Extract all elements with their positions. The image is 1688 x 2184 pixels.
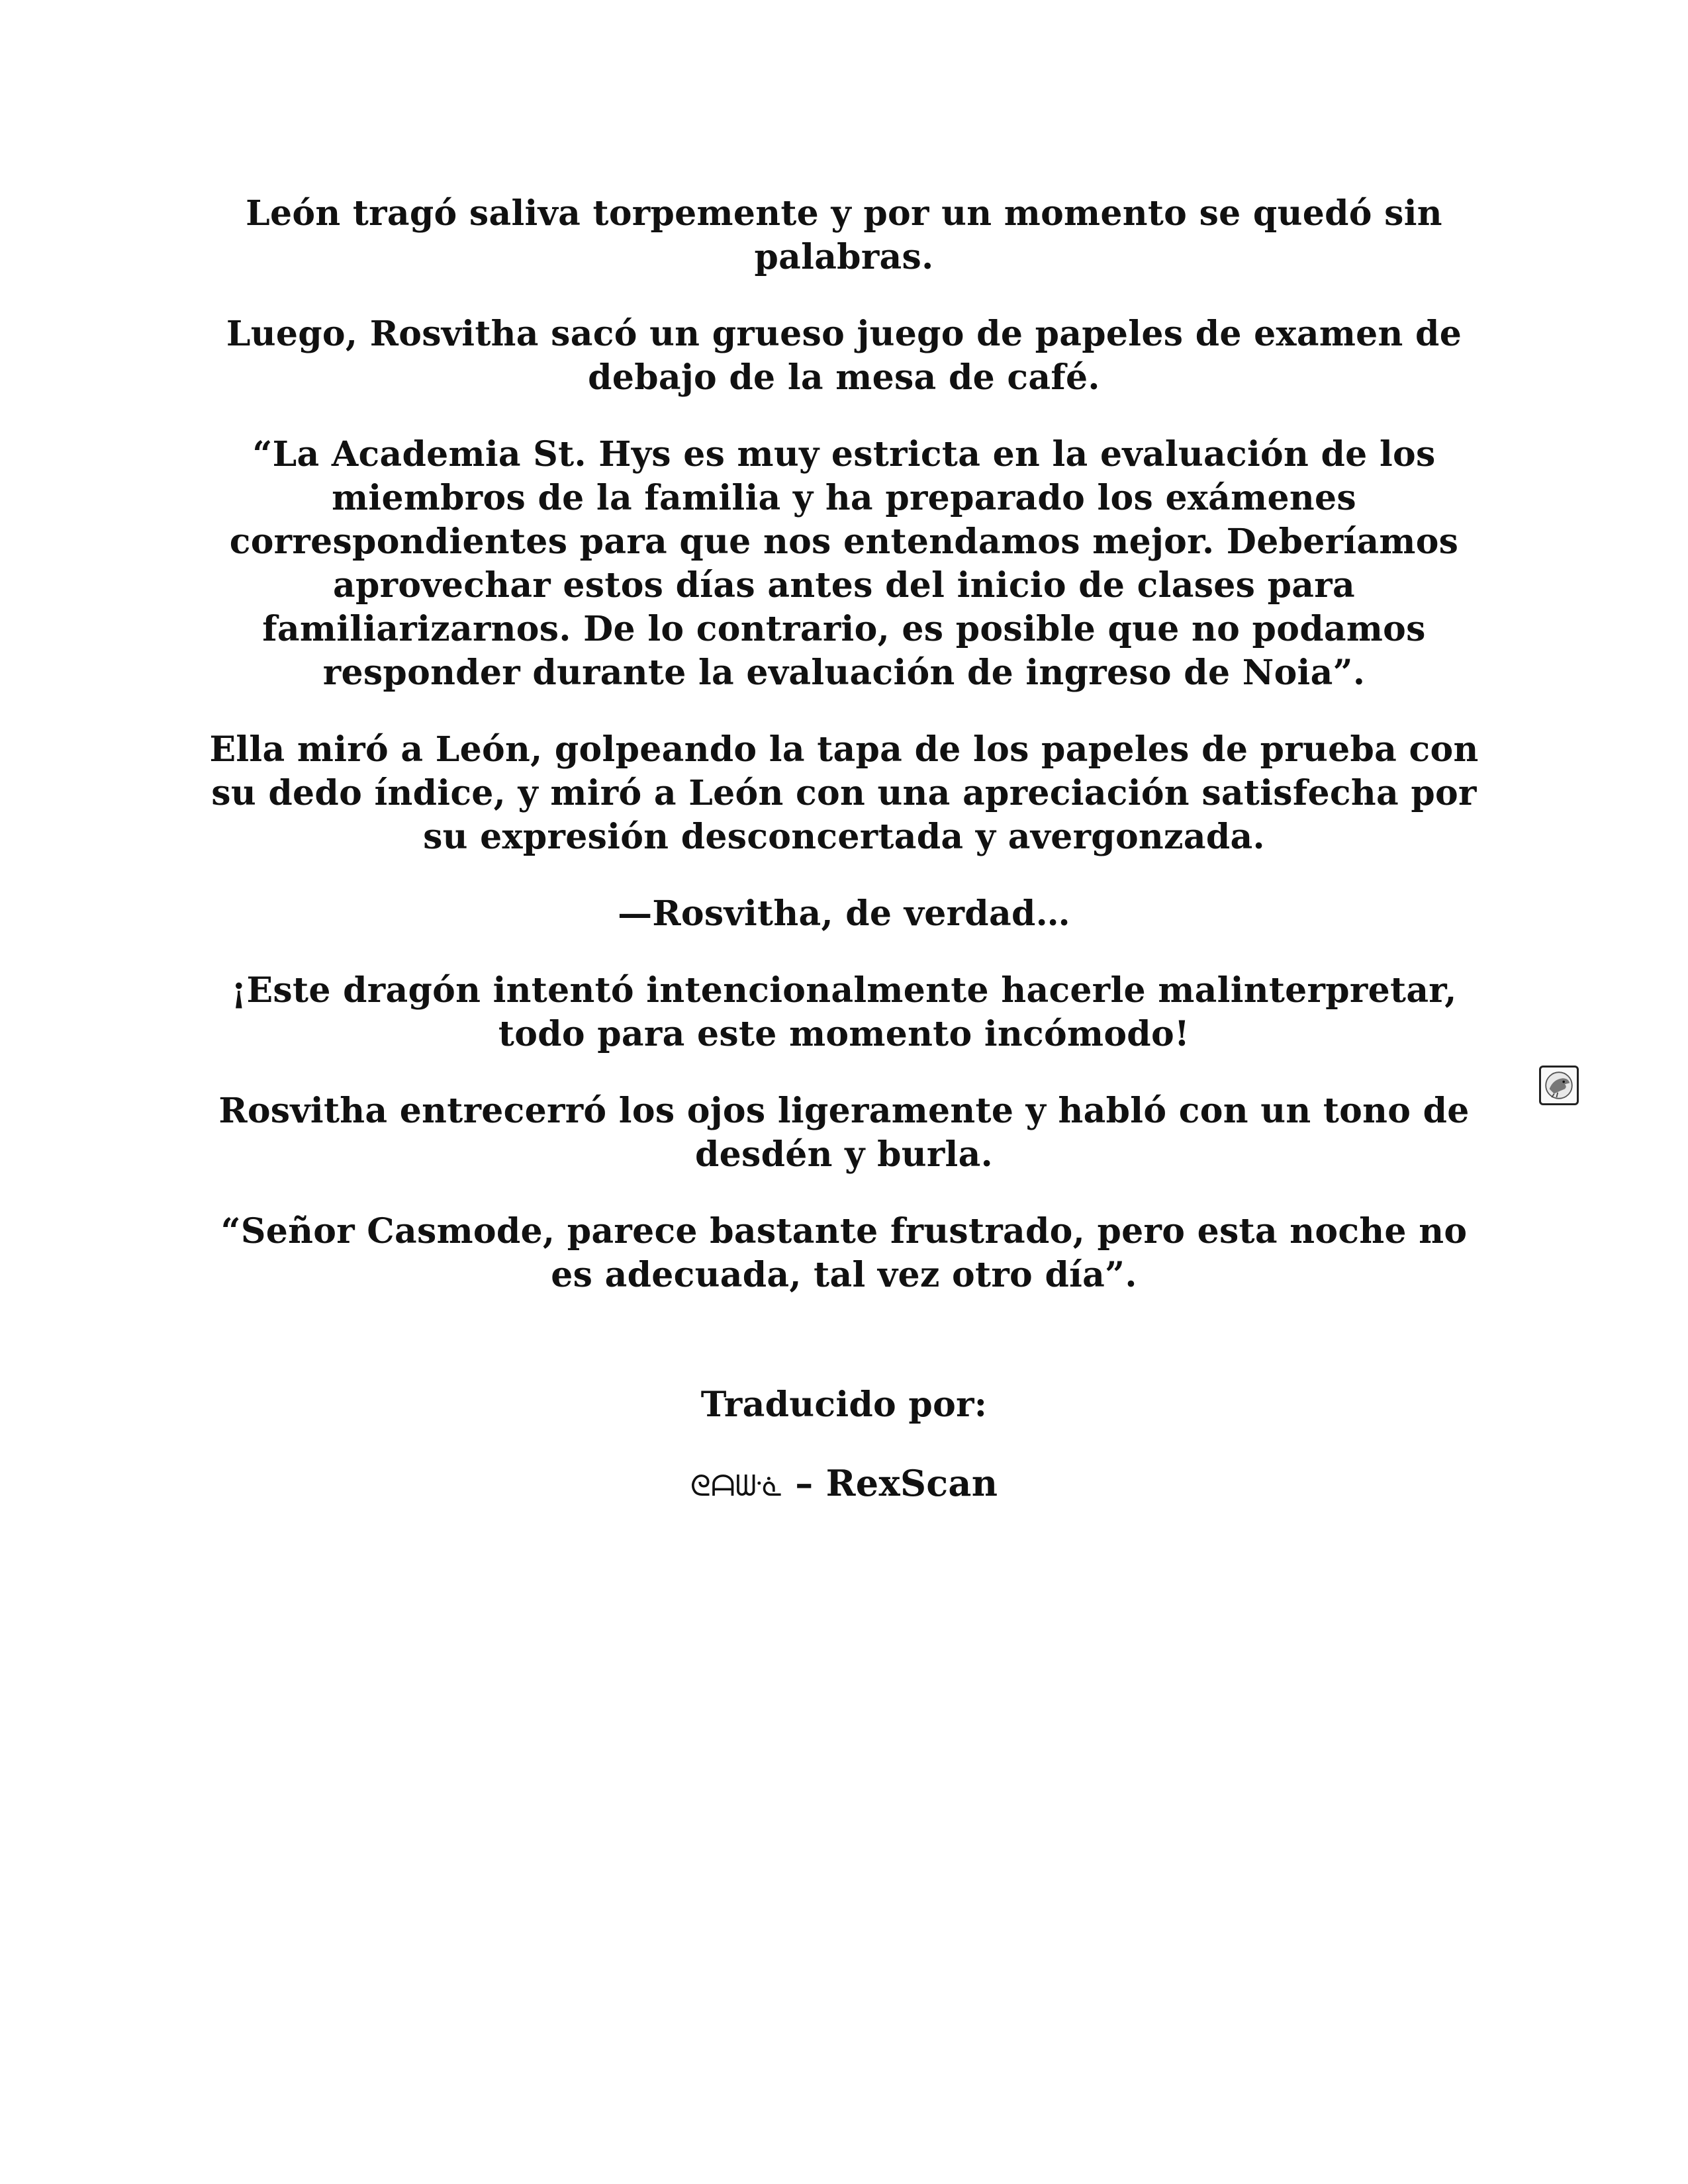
paragraph-5: —Rosvitha, de verdad…	[618, 893, 1070, 934]
paragraph-4: Ella miró a León, golpeando la tapa de los papeles de prueba con su dedo índice, y miró a León con una apreciación satisfecha por su expresión desconcertada y avergonzada.	[209, 729, 1479, 857]
credits-separator: –	[782, 1462, 826, 1504]
paragraph-1: León tragó saliva torpemente y por un momento se quedó sin palabras.	[246, 193, 1442, 277]
translator-handle: ᘓᗩᗯᓍ	[690, 1469, 783, 1503]
rexscan-dino-logo-icon	[1539, 1066, 1579, 1105]
credits-block	[199, 1383, 1489, 1508]
paragraph-2: Luego, Rosvitha sacó un grueso juego de papeles de examen de debajo de la mesa de café.	[226, 314, 1462, 398]
paragraph-3: “La Academia St. Hys es muy estricta en la evaluación de los miembros de la familia y ha preparado los exámenes correspondientes para que nos entendamos mejor. Deberíamos aprovechar estos días antes del inicio de clases para familiarizarnos. De lo contrario, es posible que no podamos responder durante la evaluación de ingreso de Noia”.	[229, 434, 1459, 693]
paragraph-7: Rosvitha entrecerró los ojos ligeramente y habló con un tono de desdén y burla.	[218, 1091, 1470, 1175]
paragraph-8: “Señor Casmode, parece bastante frustrado, pero esta noche no es adecuada, tal vez otro día”.	[220, 1211, 1468, 1295]
credits-name	[199, 1461, 1489, 1508]
scan-group-name: RexScan	[825, 1462, 998, 1504]
document-page	[199, 192, 1489, 1543]
paragraph-6: ¡Este dragón intentó intencionalmente hacerle malinterpretar, todo para este momento incómodo!	[231, 970, 1457, 1054]
credits-label: Traducido por:	[700, 1385, 988, 1425]
